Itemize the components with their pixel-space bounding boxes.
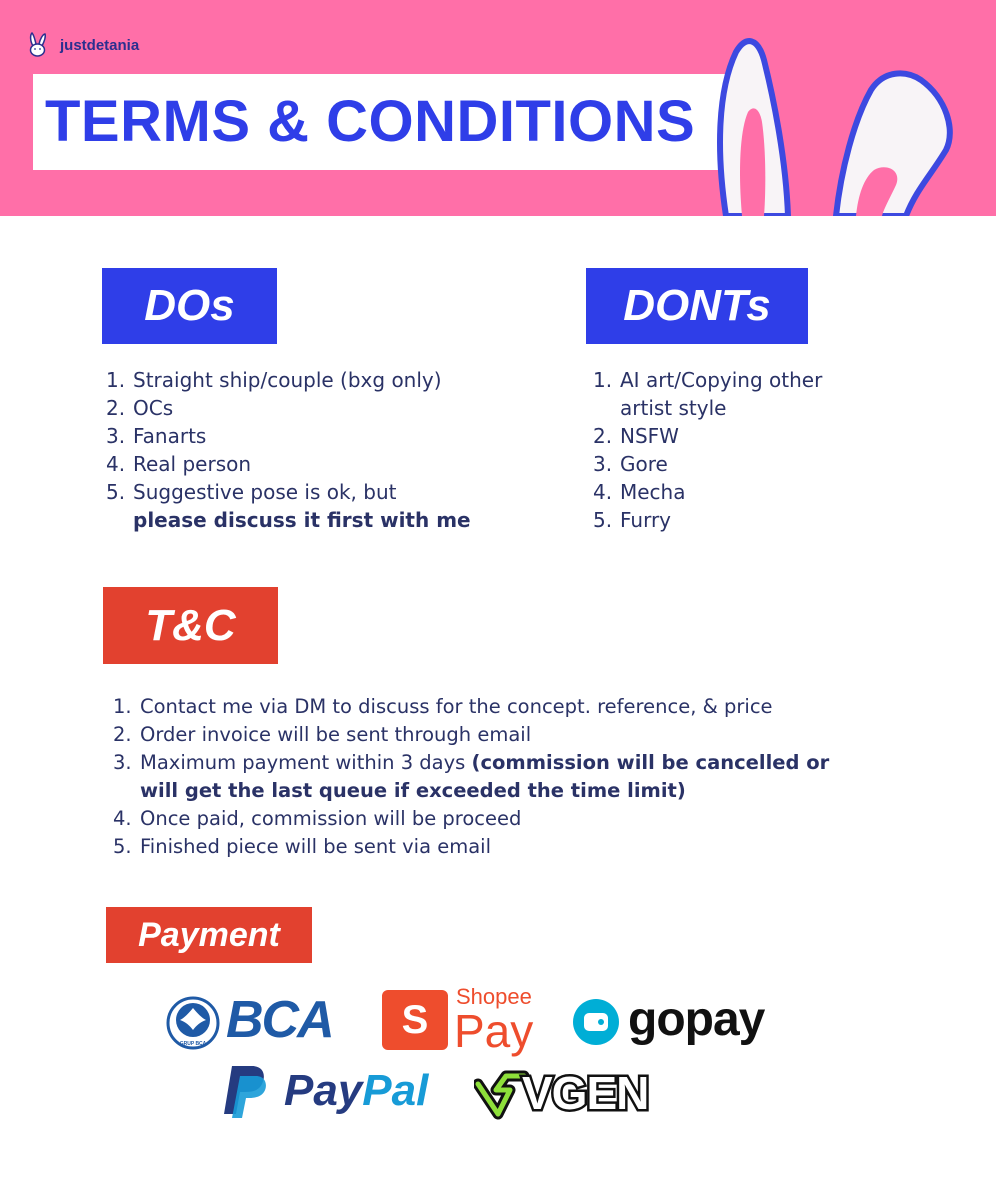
bca-logo xyxy=(166,991,346,1050)
list-item: 3. Fanarts xyxy=(106,424,207,448)
shopeepay-wallet-icon: S xyxy=(382,990,448,1050)
list-item: 5. Furry xyxy=(593,508,672,532)
paypal-logo xyxy=(222,1064,447,1122)
gopay-text: gopay xyxy=(628,993,765,1046)
vgen-logo xyxy=(474,1068,670,1122)
bunny-logo-icon xyxy=(26,32,50,58)
list-item: 1. Contact me via DM to discuss for the concept. reference, & price xyxy=(113,695,773,718)
list-item: 3. Maximum payment within 3 days (commission will be cancelled or will get the last queue if exceeded the time limit) xyxy=(113,751,830,802)
paypal-text: PayPal xyxy=(284,1066,429,1115)
gopay-logo xyxy=(572,993,792,1050)
list-item: 1. Straight ship/couple (bxg only) xyxy=(106,368,442,392)
donts-list xyxy=(593,366,863,534)
list-item: 3. Gore xyxy=(593,452,668,476)
shopeepay-bottom-text: Pay xyxy=(454,1005,534,1057)
bca-sub-text: GRUP BCA xyxy=(179,1041,207,1047)
brand xyxy=(26,32,139,58)
payment-heading: Payment xyxy=(106,907,312,963)
list-item: 5. Finished piece will be sent via email xyxy=(113,835,492,858)
gopay-wallet-icon xyxy=(572,998,620,1046)
bca-text: BCA xyxy=(226,991,333,1049)
donts-heading: DONTs xyxy=(586,268,808,344)
shopeepay-top-text: Shopee xyxy=(456,984,532,1009)
list-item: 2. OCs xyxy=(106,396,174,420)
brand-handle: justdetania xyxy=(60,36,140,54)
list-item: 4. Real person xyxy=(106,452,252,476)
bunny-ears-icon xyxy=(706,0,996,216)
list-item: 1. AI art/Copying other artist style xyxy=(593,368,823,420)
vgen-text: VGEN xyxy=(522,1067,649,1119)
dos-heading: DOs xyxy=(102,268,277,344)
paypal-icon xyxy=(222,1064,270,1120)
shopeepay-logo xyxy=(380,984,545,1056)
bca-emblem-icon xyxy=(166,996,220,1050)
tnc-list xyxy=(113,693,893,861)
list-item: 2. Order invoice will be sent through email xyxy=(113,723,532,746)
tnc-heading: T&C xyxy=(103,587,278,664)
list-item: 5. Suggestive pose is ok, but please discuss it first with me xyxy=(106,480,471,532)
dos-list xyxy=(106,366,506,534)
page-title: TERMS & CONDITIONS xyxy=(45,89,696,154)
list-item: 2. NSFW xyxy=(593,424,679,448)
list-item: 4. Once paid, commission will be proceed xyxy=(113,807,522,830)
list-item: 4. Mecha xyxy=(593,480,686,504)
title-box xyxy=(33,74,729,170)
header-banner xyxy=(0,0,996,216)
